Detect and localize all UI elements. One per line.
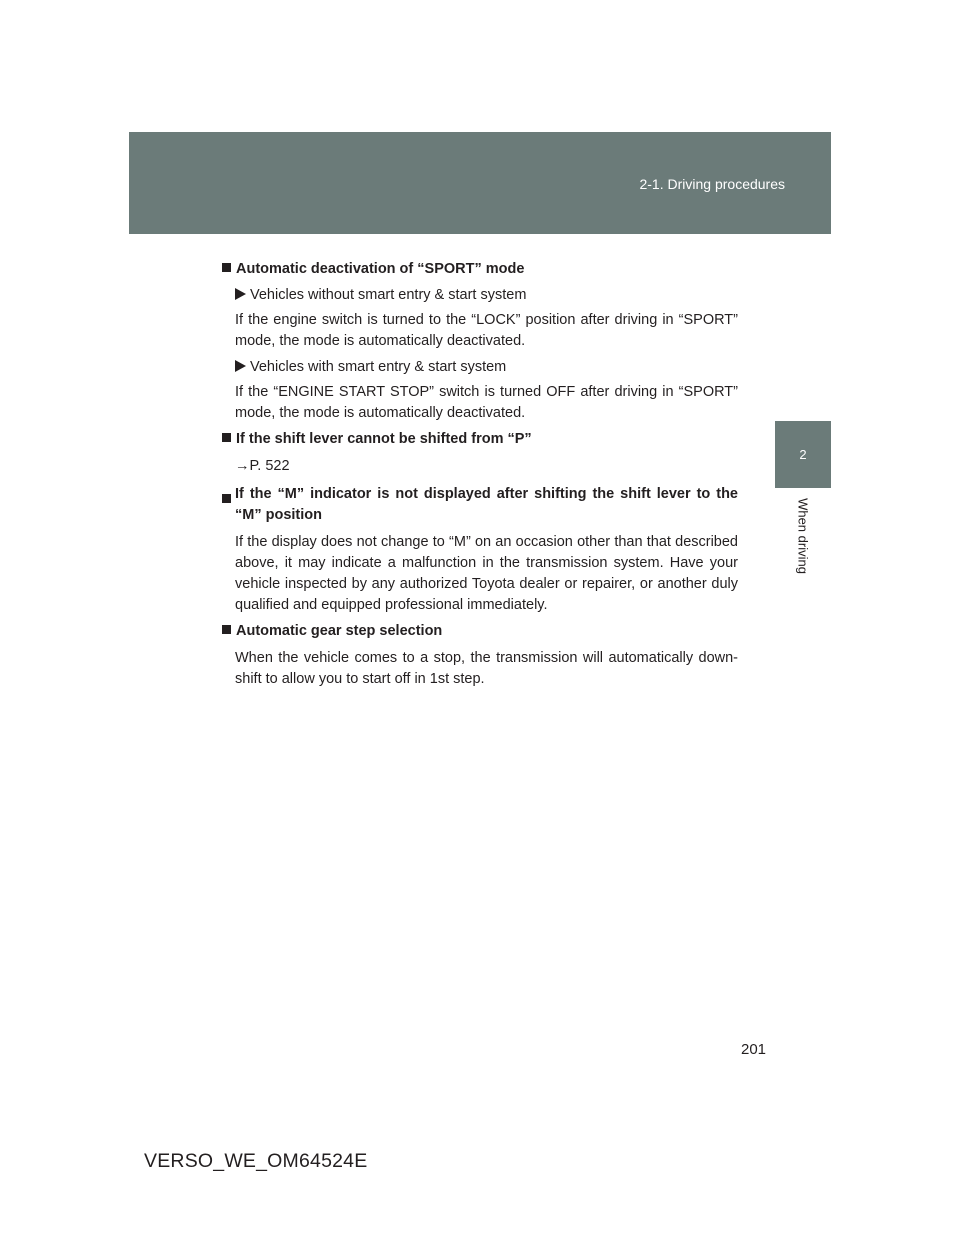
variant-2-text: If the “ENGINE START STOP” switch is turned OFF after driving in “SPORT” mode, the mode is automatically deactivated.: [235, 384, 738, 421]
square-bullet-icon: [222, 494, 231, 503]
chapter-label: When driving: [795, 498, 811, 574]
square-bullet-icon: [222, 625, 231, 634]
document-code: VERSO_WE_OM64524E: [144, 1150, 368, 1172]
page-reference-link[interactable]: →P. 522: [235, 458, 290, 474]
square-bullet-icon: [222, 433, 231, 442]
page-number: 201: [741, 1041, 767, 1058]
gear-step-text: When the vehicle comes to a stop, the transmission will automatically down-shift to allow you to start off in 1st step.: [235, 650, 738, 687]
sport-mode-heading: [222, 259, 738, 280]
gear-step-heading: [222, 621, 738, 642]
variant-without-smart-entry: [222, 285, 738, 306]
shift-lever-heading: [222, 429, 738, 450]
variant-1-text: If the engine switch is turned to the “LOCK” position after driving in “SPORT” mode, the mode is automatically deactivated.: [235, 312, 738, 349]
m-indicator-heading: [222, 484, 738, 526]
shift-lever-title: If the shift lever cannot be shifted from “P”: [236, 431, 532, 447]
section-title: 2-1. Driving procedures: [639, 176, 785, 192]
variant-with-smart-entry: [222, 357, 738, 378]
square-bullet-icon: [222, 263, 231, 272]
chapter-tab: [775, 421, 831, 488]
variant-2-label: Vehicles with smart entry & start system: [250, 359, 507, 375]
chapter-number: 2: [799, 447, 807, 462]
header-band: [129, 132, 831, 234]
triangle-bullet-icon: [235, 288, 246, 300]
triangle-bullet-icon: [235, 360, 246, 372]
m-indicator-title: If the “M” indicator is not displayed after shifting the shift lever to the “M” position: [235, 486, 738, 523]
page-content: [222, 259, 738, 690]
sport-mode-title: Automatic deactivation of “SPORT” mode: [236, 261, 525, 277]
variant-1-label: Vehicles without smart entry & start system: [250, 287, 527, 303]
gear-step-title: Automatic gear step selection: [236, 623, 443, 639]
m-indicator-text: If the display does not change to “M” on an occasion other than that described above, it may indicate a malfunction in the transmission system. Have your vehicle inspected by any authorized Toyota dealer or repairer, or another duly qualified and equipped professional immediately.: [235, 534, 738, 613]
